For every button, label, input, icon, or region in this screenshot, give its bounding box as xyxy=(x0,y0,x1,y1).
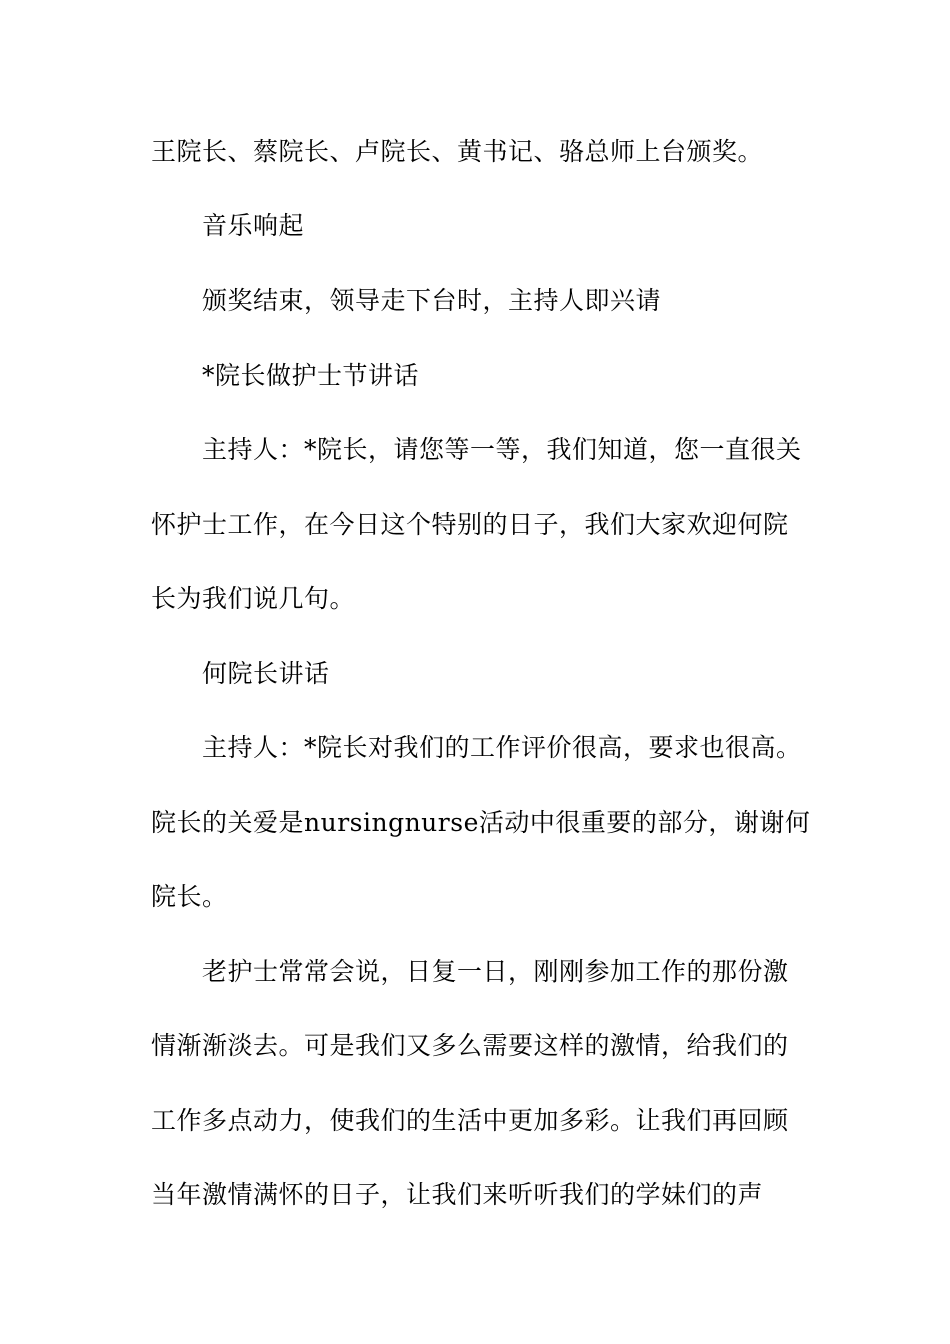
text-line-14: 工作多点动力，使我们的生活中更加多彩。让我们再回顾 xyxy=(151,1106,789,1135)
text-line-5: 主持人：*院长，请您等一等，我们知道，您一直很关 xyxy=(202,435,802,464)
text-line-13: 情渐渐淡去。可是我们又多么需要这样的激情，给我们的 xyxy=(151,1031,789,1060)
text-line-8: 何院长讲话 xyxy=(202,659,330,688)
text-line-10: 院长的关爱是nursingnurse活动中很重要的部分，谢谢何 xyxy=(151,808,811,837)
text-line-11: 院长。 xyxy=(151,882,228,911)
text-line-12: 老护士常常会说，日复一日，刚刚参加工作的那份激 xyxy=(202,957,789,986)
text-line-3: 颁奖结束，领导走下台时，主持人即兴请 xyxy=(202,286,662,315)
text-line-15: 当年激情满怀的日子，让我们来听听我们的学妹们的声 xyxy=(151,1180,764,1209)
text-line-9: 主持人：*院长对我们的工作评价很高，要求也很高。 xyxy=(202,733,802,762)
text-line-7: 长为我们说几句。 xyxy=(151,584,356,613)
text-line-1: 王院长、蔡院长、卢院长、黄书记、骆总师上台颁奖。 xyxy=(151,137,764,166)
text-line-4: *院长做护士节讲话 xyxy=(202,361,420,390)
text-line-2: 音乐响起 xyxy=(202,211,305,240)
text-line-6: 怀护士工作，在今日这个特别的日子，我们大家欢迎何院 xyxy=(151,510,789,539)
